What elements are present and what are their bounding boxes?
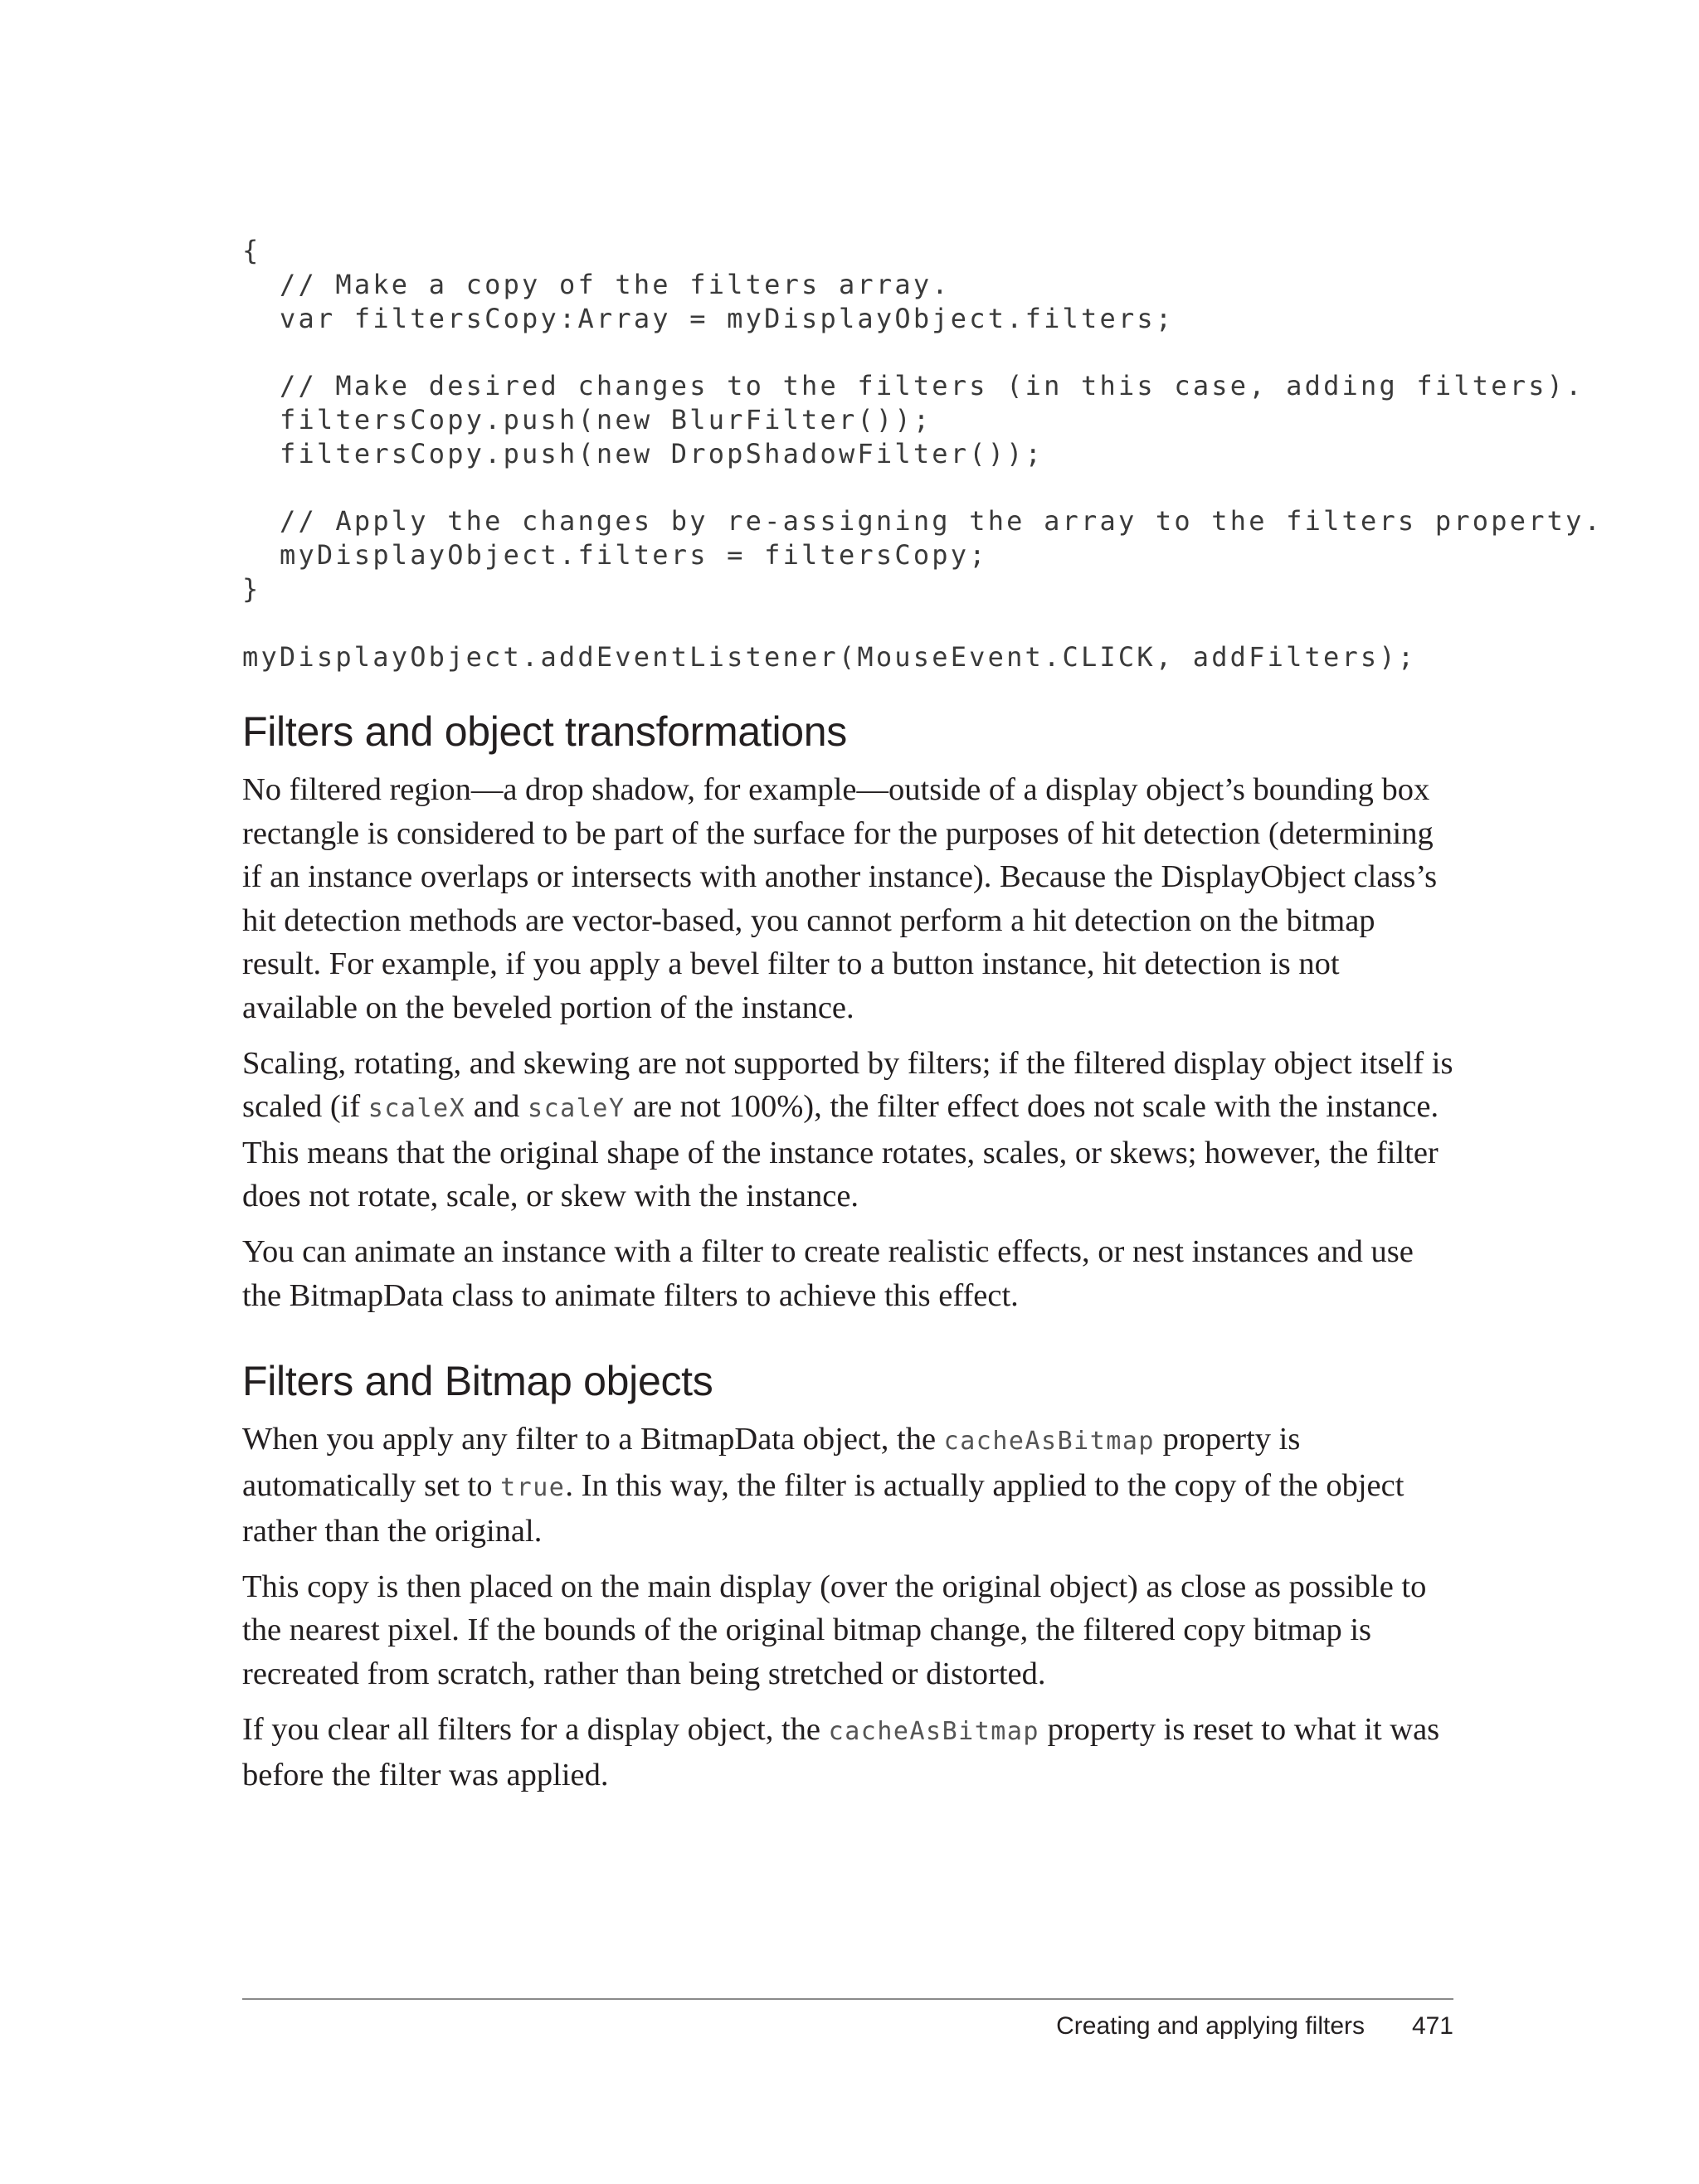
inline-code: scaleY [528,1094,626,1124]
text-run: property is automatically set to [242,1422,1301,1503]
text-run: and [465,1089,528,1125]
text-run: are not 100%), the filter effect does not scale with the instance. This means that the original shape of the instance rotates, scales, or skews; however, the filter does not rotate, scale, or skew with the instance. [242,1089,1439,1214]
code-line: // Apply the changes by re-assigning the array to the filters property. [280,505,1604,537]
text-run: If you clear all filters for a display object, the [242,1711,829,1747]
code-line: var filtersCopy:Array = myDisplayObject.filters; [280,302,1175,334]
page-number: 471 [1411,2012,1453,2040]
code-line: // Make desired changes to the filters (in this case, adding filters). [280,370,1585,402]
code-line: myDisplayObject.addEventListener(MouseEvent.CLICK, addFilters); [242,640,1417,673]
section-heading: Filters and object transformations [242,708,848,755]
paragraph: No filtered region—a drop shadow, for example—outside of a display object’s bounding box rectangle is considered to be part of the surface for the purposes of hit detection (determining if an instance overlaps or intersects with another instance). Because the DisplayObject class’s hit detection methods are vector-based, you cannot perform a hit detection on the bitmap result. For example, if you apply a bevel filter to a button instance, hit detection is not available on the beveled portion of the instance. [242,772,1438,1025]
code-line: // Make a copy of the filters array. [280,268,951,300]
code-line [242,606,1487,640]
code-line: filtersCopy.push(new DropShadowFilter()); [280,437,1044,469]
inline-code: cacheAsBitmap [828,1716,1039,1746]
code-line: } [242,572,261,605]
code-line [242,335,1487,369]
section-filters-bitmap [242,1356,1453,1809]
text-run: When you apply any filter to a BitmapData object, the [242,1422,944,1457]
code-line: { [242,235,261,266]
code-listing [242,234,1604,674]
text-run: property is reset to what it was before the filter was applied. [242,1711,1440,1793]
code-line: filtersCopy.push(new BlurFilter()); [280,403,932,435]
text-run: . In this way, the filter is actually applied to the copy of the object rather than the original. [242,1467,1404,1549]
paragraph [242,1042,1453,1218]
inline-code: true [500,1472,566,1502]
section-filters-transformations [242,707,1453,1329]
text-run: Scaling, rotating, and skewing are not supported by filters; if the filtered display object itself is scaled (if [242,1045,1453,1125]
paragraph: You can animate an instance with a filter to create realistic effects, or nest instances and use the BitmapData class to animate filters to achieve this effect. [242,1233,1414,1313]
section-heading: Filters and Bitmap objects [242,1358,713,1404]
inline-code: cacheAsBitmap [943,1427,1155,1456]
code-line: myDisplayObject.filters = filtersCopy; [280,539,988,572]
paragraph [242,1418,1453,1554]
inline-code: scaleX [368,1094,466,1124]
footer-chapter-title: Creating and applying filters [1056,2012,1365,2040]
paragraph: This copy is then placed on the main display (over the original object) as close as possible to the nearest pixel. If the bounds of the original bitmap change, the filtered copy bitmap is recreated from scratch, rather than being stretched or distorted. [242,1569,1427,1691]
paragraph [242,1708,1453,1797]
footer-divider [242,1998,1453,2000]
code-line [242,471,1487,505]
